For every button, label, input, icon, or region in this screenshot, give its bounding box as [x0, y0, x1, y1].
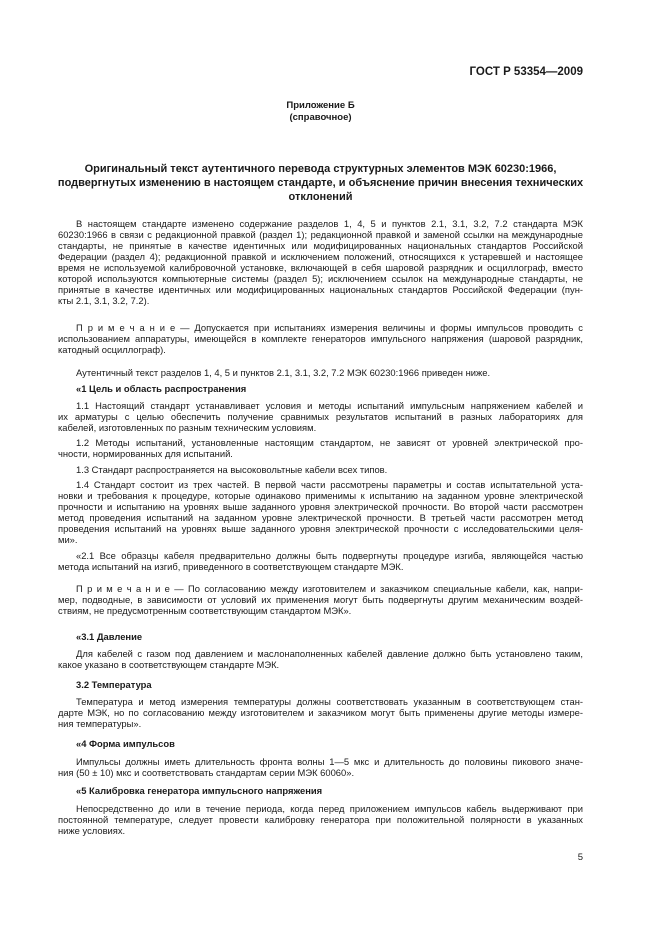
text-line: 1.3 Стандарт распространяется на высоковольтные кабели всех типов.	[76, 464, 388, 475]
text-line: какое указано в соответствующем стандарте МЭК.	[58, 659, 280, 670]
text-line: катодный осциллограф).	[58, 344, 166, 355]
section-heading: 3.2 Температура	[76, 679, 152, 690]
text-line: новки и требования к процедуре, которые одинаково применимы к испытанию на заданном уровне электрической	[58, 490, 583, 501]
text-line: Температура и метод измерения температуры должны соответствовать указанным в соответствующем стан-	[76, 696, 583, 707]
text-line: принятые в качестве идентичных или модифицированных национальных стандартов Российской Федерации (пун-	[58, 284, 583, 295]
text-line: ния температуры».	[58, 718, 142, 729]
text-line: В настоящем стандарте изменено содержание разделов 1, 4, 5 и пунктов 2.1, 3.1, 3.2, 7.2 стандарта МЭК	[76, 218, 583, 229]
text-line: Непосредственно до или в течение периода, когда перед приложением импульсов кабель выдерживают при	[76, 803, 583, 814]
section-heading: «4 Форма импульсов	[76, 738, 175, 749]
section-title-line: отклонений	[288, 191, 353, 203]
text-line: «2.1 Все образцы кабеля предварительно должны быть подвергнуты процедуре изгиба, являющейся частью	[76, 550, 583, 561]
text-line: Федерации (раздел 4); редакционной правкой и исключением положений, относящихся к устаревшей и настоящее	[58, 251, 583, 262]
text-line: дарте МЭК, но по согласованию между изготовителем и заказчиком могут быть применены другие методы измере-	[58, 707, 583, 718]
text-line: метода испытаний на изгиб, приведенного в соответствующем стандарте МЭК.	[58, 561, 404, 572]
text-line: 1.2 Методы испытаний, установленные настоящим стандартом, не зависят от уровней электрической про-	[76, 437, 583, 448]
text-line: ния (50 ± 10) мкс и соответствовать стандартам серии МЭК 60060».	[58, 767, 355, 778]
text-line: Для кабелей с газом под давлением и маслонаполненных кабелей давление должно быть установлено таким,	[76, 648, 583, 659]
standard-number: ГОСТ Р 53354—2009	[469, 66, 583, 78]
text-line: ниже условиях.	[58, 825, 126, 836]
text-line: которой используются компьютерные системы (раздел 5); исключением ссылок на международные стандарты, не	[58, 273, 583, 284]
section-heading: «1 Цель и область распространения	[76, 383, 247, 394]
text-line: 1.4 Стандарт состоит из трех частей. В первой части рассмотрены параметры и состав испытательной уста-	[76, 479, 583, 490]
text-line: чности, нормированных для испытаний.	[58, 448, 233, 459]
section-heading: «5 Калибровка генератора импульсного напряжения	[76, 785, 323, 796]
text-line: П р и м е ч а н и е — Допускается при испытаниях измерения величины и формы импульсов проводить с	[76, 322, 583, 333]
text-line: ствиям, не предусмотренным соответствующим стандартом МЭК».	[58, 605, 352, 616]
text-line: Аутентичный текст разделов 1, 4, 5 и пунктов 2.1, 3.1, 3.2, 7.2 МЭК 60230:1966 приведен ниже.	[76, 367, 491, 378]
text-line: 1.1 Настоящий стандарт устанавливает условия и методы испытаний импульсным напряжением кабелей и	[76, 400, 583, 411]
text-line: использованием аппаратуры, имеющейся в комплекте генераторов импульсного напряжения (шаровой разрядник,	[58, 333, 583, 344]
text-line: стандарты, не принятые в качестве идентичных или модифицированных национальных стандартов Российской	[58, 240, 583, 251]
section-heading: «3.1 Давление	[76, 631, 143, 642]
text-line: метод проведения испытаний на заданном уровне электрической прочности. В третьей части рассмотрен метод	[58, 512, 583, 523]
text-line: постоянной температуре, следует провести калибровку генератора при положительной полярности в указанных	[58, 814, 583, 825]
text-line: прочности и испытанию на уровнях выше заданного уровня электрической прочности. Во второй части рассмотрен	[58, 501, 583, 512]
text-line: Импульсы должны иметь длительность фронта волны 1—5 мкс и длительность до половины пикового значе-	[76, 756, 583, 767]
page-number: 5	[577, 852, 583, 863]
text-line: П р и м е ч а н и е — По согласованию между изготовителем и заказчиком специальные кабели, как, напри-	[76, 583, 583, 594]
text-line: мер, подводные, в зависимости от условий их применения могут быть подвергнуты другим механическим воздей-	[58, 594, 583, 605]
text-line: кабелей, изготовленных по разным техническим условиям.	[58, 422, 317, 433]
section-title-line: подвергнутых изменению в настоящем стандарте, и объяснение причин внесения технических	[57, 177, 584, 189]
text-line: их арматуры с целью обеспечить получение сравнимых результатов испытаний в разных лабораториях для	[58, 411, 583, 422]
appendix-title: Приложение Б	[286, 100, 355, 111]
appendix-kind: (справочное)	[289, 112, 352, 123]
text-line: кты 2.1, 3.1, 3.2, 7.2).	[58, 295, 150, 306]
text-line: ми».	[58, 534, 78, 545]
text-line: время не используемой калибровочной установке, включающей в себя шаровой разрядник и осциллограф, вместо	[58, 262, 583, 273]
section-title-line: Оригинальный текст аутентичного перевода структурных элементов МЭК 60230:1966,	[84, 163, 557, 175]
text-line: 60230:1966 в связи с редакционной правкой (раздел 1); редакционной правкой и заменой ссылки на международные	[58, 229, 583, 240]
text-line: проведения испытаний на уровнях выше заданного уровня электрической прочности с исследовательскими целя-	[58, 523, 583, 534]
